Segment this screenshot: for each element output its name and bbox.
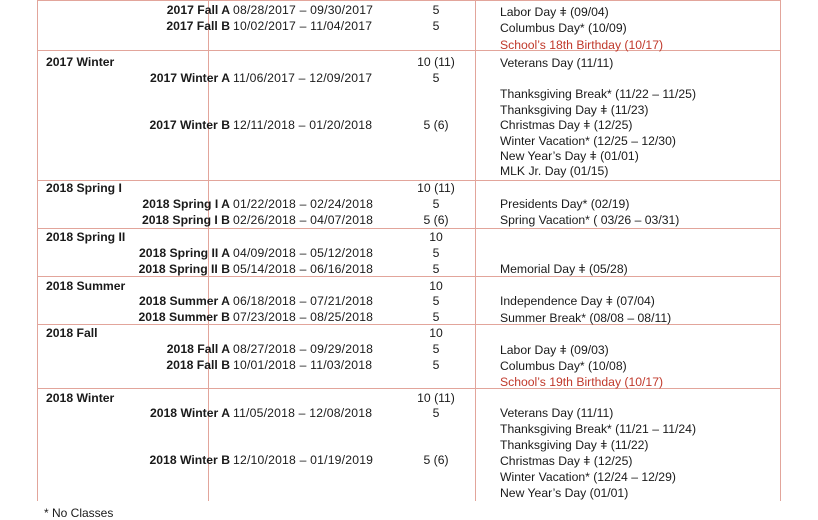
- session-dates: 08/27/2018 – 09/29/2018: [233, 342, 374, 356]
- birthday-event: School’s 19th Birthday (10/17): [500, 375, 664, 389]
- session-dates: 11/06/2017 – 12/09/2017: [233, 71, 373, 85]
- session-name: 2018 Spring II A: [139, 246, 230, 260]
- term-name: 2017 Winter: [46, 55, 115, 69]
- session-name: 2018 Spring II B: [138, 262, 230, 276]
- week-count: 5: [432, 71, 440, 85]
- week-count: 5 (6): [423, 213, 449, 227]
- holiday-item: Labor Day ǂ (09/03): [500, 343, 609, 357]
- holiday-item: MLK Jr. Day (01/15): [500, 164, 609, 178]
- session-dates: 12/10/2018 – 01/19/2019: [233, 453, 374, 467]
- session-name: 2018 Winter B: [149, 453, 230, 467]
- holiday-item: Columbus Day* (10/09): [500, 21, 627, 35]
- holiday-item: New Year’s Day (01/01): [500, 486, 629, 500]
- holiday-item: Thanksgiving Break* (11/21 – 11/24): [500, 422, 697, 436]
- session-name: 2018 Fall A: [166, 342, 230, 356]
- week-count: 5: [432, 262, 440, 276]
- session-dates: 04/09/2018 – 05/12/2018: [233, 246, 374, 260]
- holiday-item: Winter Vacation* (12/24 – 12/29): [500, 470, 676, 484]
- holiday-item: Presidents Day* (02/19): [500, 197, 630, 211]
- row-divider: [37, 228, 781, 229]
- term-name: 2018 Winter: [46, 391, 115, 405]
- holiday-item: Summer Break* (08/08 – 08/11): [500, 311, 672, 325]
- week-count: 5: [432, 310, 440, 324]
- holiday-item: Labor Day ǂ (09/04): [500, 5, 609, 19]
- holiday-item: Spring Vacation* ( 03/26 – 03/31): [500, 213, 680, 227]
- holiday-item: Independence Day ǂ (07/04): [500, 294, 655, 308]
- footnote: * No Classes: [44, 506, 114, 520]
- week-count: 5: [432, 406, 440, 420]
- session-name: 2018 Summer A: [138, 294, 230, 308]
- term-name: 2018 Summer: [46, 279, 126, 293]
- row-divider: [37, 0, 781, 1]
- session-name: 2018 Fall B: [166, 358, 230, 372]
- term-name: 2018 Spring II: [46, 230, 126, 244]
- session-dates: 06/18/2018 – 07/21/2018: [233, 294, 374, 308]
- week-count: 10: [429, 326, 443, 340]
- session-dates: 08/28/2017 – 09/30/2017: [233, 3, 374, 17]
- session-dates: 10/01/2018 – 11/03/2018: [233, 358, 373, 372]
- holiday-item: New Year’s Day ǂ (01/01): [500, 149, 639, 163]
- session-name: 2018 Spring I A: [142, 197, 230, 211]
- column-divider: [475, 0, 476, 501]
- week-count: 5: [432, 197, 440, 211]
- holiday-item: Memorial Day ǂ (05/28): [500, 262, 628, 276]
- holiday-item: Veterans Day (11/11): [500, 406, 614, 420]
- week-count: 10: [429, 230, 443, 244]
- session-dates: 05/14/2018 – 06/16/2018: [233, 262, 374, 276]
- week-count: 5: [432, 358, 440, 372]
- session-name: 2017 Winter A: [149, 71, 230, 85]
- column-divider: [37, 0, 38, 501]
- week-count: 10 (11): [417, 55, 455, 69]
- session-name: 2017 Winter B: [149, 118, 230, 132]
- holiday-item: Thanksgiving Break* (11/22 – 11/25): [500, 87, 697, 101]
- week-count: 5: [432, 3, 440, 17]
- week-count: 5 (6): [423, 453, 449, 467]
- holiday-item: Christmas Day ǂ (12/25): [500, 454, 633, 468]
- row-divider: [37, 50, 781, 51]
- week-count: 5: [432, 19, 440, 33]
- session-dates: 11/05/2018 – 12/08/2018: [233, 406, 373, 420]
- holiday-item: Veterans Day (11/11): [500, 56, 614, 70]
- week-count: 10 (11): [417, 181, 455, 195]
- week-count: 10: [429, 279, 443, 293]
- row-divider: [37, 388, 781, 389]
- birthday-event: School’s 18th Birthday (10/17): [500, 38, 664, 52]
- session-dates: 12/11/2018 – 01/20/2018: [233, 118, 373, 132]
- term-name: 2018 Fall: [46, 326, 98, 340]
- session-dates: 07/23/2018 – 08/25/2018: [233, 310, 374, 324]
- holiday-item: Thanksgiving Day ǂ (11/23): [500, 103, 649, 117]
- holiday-item: Columbus Day* (10/08): [500, 359, 627, 373]
- holiday-item: Christmas Day ǂ (12/25): [500, 118, 633, 132]
- session-dates: 10/02/2017 – 11/04/2017: [233, 19, 373, 33]
- session-dates: 02/26/2018 – 04/07/2018: [233, 213, 374, 227]
- week-count: 5: [432, 294, 440, 308]
- week-count: 5: [432, 342, 440, 356]
- session-name: 2017 Fall B: [166, 19, 230, 33]
- term-name: 2018 Spring I: [46, 181, 122, 195]
- session-name: 2018 Summer B: [138, 310, 230, 324]
- week-count: 5: [432, 246, 440, 260]
- session-name: 2017 Fall A: [166, 3, 230, 17]
- session-name: 2018 Spring I B: [141, 213, 230, 227]
- session-name: 2018 Winter A: [149, 406, 230, 420]
- week-count: 10 (11): [417, 391, 455, 405]
- week-count: 5 (6): [423, 118, 449, 132]
- holiday-item: Winter Vacation* (12/25 – 12/30): [500, 134, 676, 148]
- column-divider: [780, 0, 781, 501]
- session-dates: 01/22/2018 – 02/24/2018: [233, 197, 374, 211]
- holiday-item: Thanksgiving Day ǂ (11/22): [500, 438, 649, 452]
